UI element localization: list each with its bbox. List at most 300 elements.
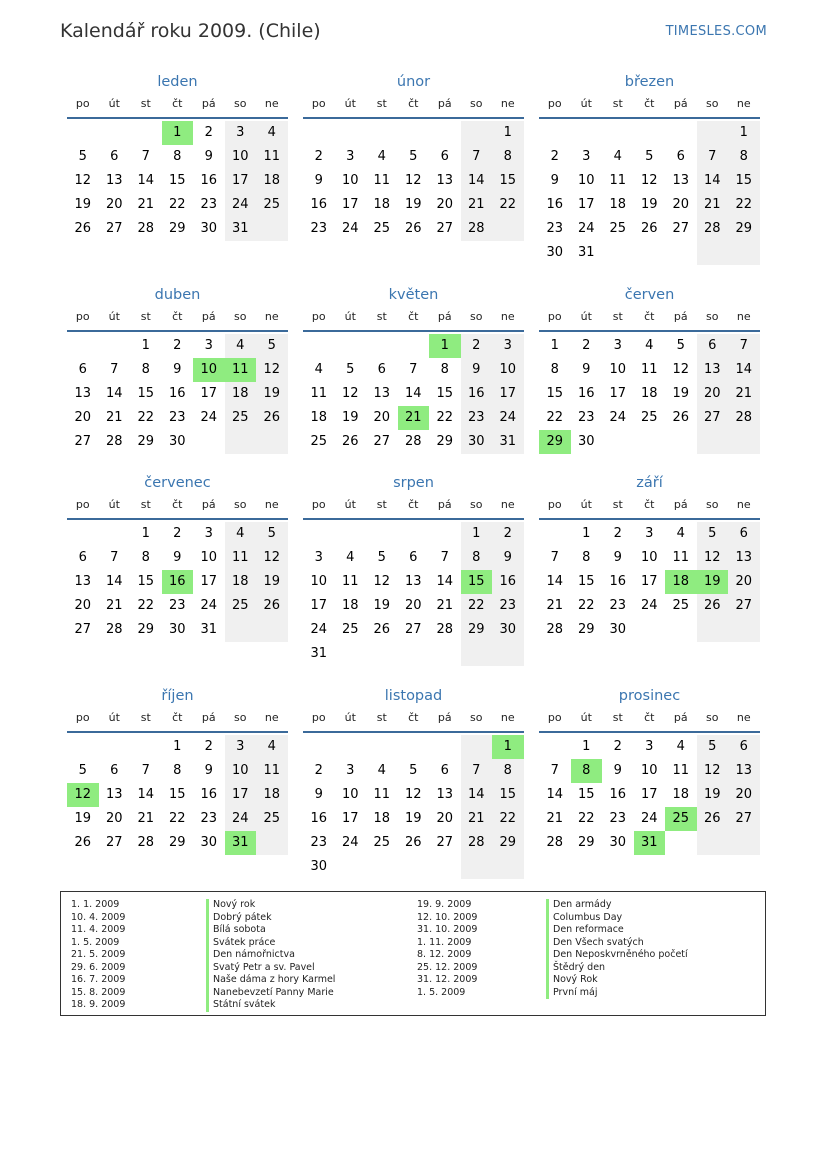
day-cell: 1 [173, 739, 182, 754]
day-cell: 17 [609, 386, 627, 401]
day-cell: 16 [577, 386, 595, 401]
day-cell: 25 [341, 622, 359, 637]
day-cell: 25 [256, 193, 288, 217]
weekday-label: út [344, 498, 356, 511]
day-cell: 29 [168, 835, 186, 850]
day-cell: 13 [74, 386, 92, 401]
day-empty [728, 430, 760, 454]
day-cell: 30 [609, 622, 627, 637]
day-empty [398, 642, 430, 666]
day-empty [665, 241, 697, 265]
weekday-label: čt [644, 97, 655, 110]
day-cell: 1 [492, 121, 524, 145]
weekday-label: ne [264, 97, 279, 110]
weekday-label: pá [673, 498, 688, 511]
day-empty [366, 121, 398, 145]
day-empty [67, 735, 99, 759]
month-name: červenec [144, 475, 211, 491]
day-cell: 14 [546, 787, 564, 802]
day-cell: 22 [137, 598, 155, 613]
day-cell: 28 [728, 406, 760, 430]
day-cell: 8 [141, 362, 150, 377]
day-cell: 8 [582, 550, 591, 565]
weekday-header [67, 93, 288, 119]
legend-date: 1. 5. 2009 [71, 936, 120, 948]
day-empty [366, 334, 398, 358]
legend-holiday-name: Columbus Day [546, 912, 688, 925]
day-empty [429, 735, 461, 759]
day-cell: 15 [577, 574, 595, 589]
day-grid [303, 735, 524, 879]
day-cell: 24 [577, 221, 595, 236]
day-empty [335, 334, 367, 358]
weekday-label: st [140, 97, 151, 110]
weekday-label: st [140, 711, 151, 724]
day-empty [67, 522, 99, 546]
month-name: prosinec [618, 688, 681, 704]
legend-date: 15. 8. 2009 [71, 986, 126, 998]
day-cell: 21 [728, 382, 760, 406]
day-cell: 22 [728, 193, 760, 217]
day-empty [461, 855, 493, 879]
day-cell: 17 [341, 197, 359, 212]
day-holiday: 11 [225, 358, 257, 382]
day-cell: 21 [137, 811, 155, 826]
day-empty [335, 522, 367, 546]
day-cell: 30 [168, 622, 186, 637]
day-cell: 26 [74, 835, 92, 850]
day-empty [398, 121, 430, 145]
legend-holiday-name: Státní svátek [206, 999, 335, 1012]
day-cell: 22 [546, 410, 564, 425]
legend-dates-col1 [71, 899, 125, 1012]
day-cell: 18 [225, 570, 257, 594]
weekday-label: čt [172, 310, 183, 323]
day-cell: 2 [314, 763, 323, 778]
day-cell: 3 [346, 763, 355, 778]
day-cell: 8 [492, 145, 524, 169]
weekday-header [67, 494, 288, 520]
day-cell: 18 [256, 783, 288, 807]
day-empty [461, 735, 493, 759]
month-3 [539, 72, 760, 265]
day-cell: 1 [141, 526, 150, 541]
day-cell: 15 [137, 574, 155, 589]
day-cell: 25 [373, 835, 391, 850]
weekday-label: pá [201, 498, 216, 511]
day-empty [398, 522, 430, 546]
day-cell: 12 [672, 362, 690, 377]
weekday-label: st [376, 498, 387, 511]
day-cell: 6 [377, 362, 386, 377]
weekday-label: st [612, 310, 623, 323]
day-cell: 22 [461, 594, 493, 618]
day-cell: 28 [546, 622, 564, 637]
legend-holiday-name: Den armády [546, 899, 688, 912]
day-cell: 29 [728, 217, 760, 241]
weekday-header [303, 93, 524, 119]
month-name: leden [157, 74, 198, 90]
day-holiday: 1 [492, 735, 524, 759]
day-empty [539, 121, 571, 145]
day-cell: 17 [225, 783, 257, 807]
day-cell: 13 [728, 759, 760, 783]
day-cell: 24 [609, 410, 627, 425]
day-cell: 21 [436, 598, 454, 613]
day-empty [697, 831, 729, 855]
day-cell: 13 [672, 173, 690, 188]
weekday-label: út [580, 310, 592, 323]
day-cell: 6 [110, 763, 119, 778]
day-empty [461, 121, 493, 145]
day-cell: 5 [676, 338, 685, 353]
month-9 [539, 473, 760, 642]
day-cell: 8 [461, 546, 493, 570]
day-cell: 29 [461, 618, 493, 642]
weekday-label: ne [264, 498, 279, 511]
day-cell: 12 [697, 759, 729, 783]
day-cell: 6 [440, 763, 449, 778]
weekday-label: st [376, 310, 387, 323]
day-cell: 2 [461, 334, 493, 358]
day-cell: 2 [492, 522, 524, 546]
day-cell: 15 [168, 173, 186, 188]
legend-holiday-name: Nový rok [206, 899, 335, 912]
day-grid [67, 735, 288, 855]
day-cell: 27 [74, 622, 92, 637]
day-cell: 10 [640, 763, 658, 778]
day-empty [366, 522, 398, 546]
day-cell: 22 [168, 811, 186, 826]
day-cell: 31 [577, 245, 595, 260]
day-cell: 15 [577, 787, 595, 802]
day-cell: 19 [341, 410, 359, 425]
day-cell: 5 [377, 550, 386, 565]
day-empty [665, 618, 697, 642]
day-cell: 8 [440, 362, 449, 377]
legend-date: 1. 11. 2009 [417, 936, 472, 948]
day-cell: 25 [256, 807, 288, 831]
day-cell: 10 [609, 362, 627, 377]
weekday-label: pá [673, 711, 688, 724]
day-empty [67, 334, 99, 358]
weekday-label: pá [437, 97, 452, 110]
day-cell: 23 [492, 594, 524, 618]
day-cell: 20 [105, 811, 123, 826]
day-cell: 19 [74, 197, 92, 212]
day-grid [303, 522, 524, 666]
weekday-label: ne [500, 711, 515, 724]
day-cell: 25 [225, 406, 257, 430]
day-cell: 22 [492, 193, 524, 217]
day-cell: 22 [577, 598, 595, 613]
day-cell: 19 [256, 570, 288, 594]
day-cell: 17 [492, 382, 524, 406]
day-cell: 3 [613, 338, 622, 353]
month-name: listopad [384, 688, 443, 704]
day-empty [225, 618, 257, 642]
day-cell: 15 [168, 787, 186, 802]
weekday-label: pá [201, 310, 216, 323]
day-cell: 27 [697, 406, 729, 430]
day-holiday: 31 [634, 831, 666, 855]
day-cell: 3 [314, 550, 323, 565]
legend-date: 12. 10. 2009 [417, 911, 478, 923]
day-cell: 2 [613, 739, 622, 754]
day-cell: 4 [256, 735, 288, 759]
day-empty [634, 618, 666, 642]
day-cell: 7 [461, 145, 493, 169]
weekday-label: po [311, 310, 326, 323]
weekday-label: ne [736, 97, 751, 110]
day-grid [539, 735, 760, 855]
day-cell: 26 [697, 594, 729, 618]
day-cell: 31 [310, 646, 328, 661]
day-cell: 28 [137, 835, 155, 850]
day-cell: 11 [609, 173, 627, 188]
day-cell: 3 [225, 735, 257, 759]
month-7 [67, 473, 288, 642]
day-holiday: 16 [162, 570, 194, 594]
day-cell: 30 [168, 434, 186, 449]
day-cell: 27 [436, 835, 454, 850]
day-cell: 9 [204, 149, 213, 164]
day-cell: 17 [341, 811, 359, 826]
day-empty [728, 618, 760, 642]
day-cell: 14 [461, 783, 493, 807]
site-link[interactable]: TIMESLES.COM [665, 24, 767, 39]
day-cell: 2 [550, 149, 559, 164]
day-cell: 20 [404, 598, 422, 613]
day-cell: 26 [404, 221, 422, 236]
day-cell: 19 [256, 382, 288, 406]
day-empty [697, 241, 729, 265]
legend-holiday-name: Nový Rok [546, 974, 688, 987]
day-cell: 4 [676, 739, 685, 754]
day-cell: 6 [78, 362, 87, 377]
day-cell: 28 [697, 217, 729, 241]
day-empty [697, 121, 729, 145]
day-cell: 17 [225, 169, 257, 193]
day-cell: 28 [404, 434, 422, 449]
day-cell: 17 [310, 598, 328, 613]
weekday-header [67, 707, 288, 733]
day-empty [256, 618, 288, 642]
day-cell: 9 [492, 546, 524, 570]
day-cell: 28 [461, 831, 493, 855]
weekday-label: čt [644, 711, 655, 724]
day-cell: 26 [697, 807, 729, 831]
day-cell: 12 [640, 173, 658, 188]
day-cell: 5 [256, 334, 288, 358]
day-holiday: 15 [461, 570, 493, 594]
weekday-label: út [580, 97, 592, 110]
day-empty [634, 241, 666, 265]
day-cell: 13 [105, 787, 123, 802]
day-cell: 21 [461, 807, 493, 831]
day-cell: 16 [492, 570, 524, 594]
weekday-header [303, 707, 524, 733]
day-cell: 27 [74, 434, 92, 449]
day-cell: 6 [728, 735, 760, 759]
day-cell: 7 [550, 763, 559, 778]
day-cell: 16 [168, 386, 186, 401]
day-cell: 13 [404, 574, 422, 589]
day-cell: 19 [74, 811, 92, 826]
day-cell: 1 [141, 338, 150, 353]
day-cell: 17 [200, 386, 218, 401]
day-cell: 14 [105, 386, 123, 401]
day-cell: 5 [409, 763, 418, 778]
day-cell: 30 [577, 434, 595, 449]
day-cell: 14 [137, 173, 155, 188]
day-cell: 1 [461, 522, 493, 546]
day-cell: 16 [461, 382, 493, 406]
day-cell: 16 [310, 811, 328, 826]
day-cell: 12 [256, 546, 288, 570]
day-cell: 26 [74, 221, 92, 236]
day-empty [303, 334, 335, 358]
day-cell: 8 [173, 763, 182, 778]
day-empty [429, 855, 461, 879]
month-5 [303, 285, 524, 454]
day-cell: 7 [728, 334, 760, 358]
day-empty [461, 642, 493, 666]
day-cell: 6 [409, 550, 418, 565]
day-cell: 15 [492, 783, 524, 807]
day-cell: 7 [550, 550, 559, 565]
day-cell: 5 [409, 149, 418, 164]
day-cell: 31 [492, 430, 524, 454]
day-cell: 20 [74, 598, 92, 613]
day-cell: 19 [404, 811, 422, 826]
day-cell: 13 [697, 358, 729, 382]
day-cell: 23 [310, 835, 328, 850]
day-cell: 18 [609, 197, 627, 212]
month-6 [539, 285, 760, 454]
day-empty [335, 855, 367, 879]
legend-date: 29. 6. 2009 [71, 961, 126, 973]
day-holiday: 12 [67, 783, 99, 807]
day-cell: 18 [373, 811, 391, 826]
month-name: srpen [393, 475, 434, 491]
day-cell: 16 [546, 197, 564, 212]
day-cell: 25 [373, 221, 391, 236]
day-cell: 23 [168, 410, 186, 425]
day-empty [492, 217, 524, 241]
legend-holiday-name: Štědrý den [546, 962, 688, 975]
weekday-label: st [376, 97, 387, 110]
day-empty [634, 430, 666, 454]
day-cell: 26 [373, 622, 391, 637]
day-empty [398, 855, 430, 879]
day-cell: 24 [640, 598, 658, 613]
weekday-label: ne [736, 310, 751, 323]
day-cell: 22 [492, 807, 524, 831]
day-cell: 23 [609, 598, 627, 613]
day-empty [130, 735, 162, 759]
day-cell: 27 [728, 594, 760, 618]
day-empty [366, 855, 398, 879]
day-cell: 20 [373, 410, 391, 425]
weekday-label: po [547, 97, 562, 110]
day-cell: 28 [461, 217, 493, 241]
legend-date: 31. 10. 2009 [417, 924, 478, 935]
day-cell: 21 [546, 598, 564, 613]
day-cell: 4 [645, 338, 654, 353]
day-cell: 8 [141, 550, 150, 565]
day-cell: 28 [436, 622, 454, 637]
day-empty [303, 522, 335, 546]
day-empty [728, 241, 760, 265]
day-cell: 15 [436, 386, 454, 401]
legend-holiday-name: Dobrý pátek [206, 912, 335, 925]
day-cell: 20 [672, 197, 690, 212]
day-cell: 14 [105, 574, 123, 589]
day-holiday: 31 [225, 831, 257, 855]
day-empty [398, 334, 430, 358]
day-cell: 4 [346, 550, 355, 565]
day-cell: 14 [546, 574, 564, 589]
day-cell: 19 [672, 386, 690, 401]
weekday-label: po [311, 97, 326, 110]
weekday-header [303, 494, 524, 520]
day-empty [67, 121, 99, 145]
day-empty [429, 121, 461, 145]
day-cell: 14 [697, 169, 729, 193]
day-cell: 8 [173, 149, 182, 164]
day-grid [67, 121, 288, 241]
day-cell: 20 [436, 197, 454, 212]
legend-holiday-name: Bílá sobota [206, 924, 335, 937]
day-cell: 26 [341, 434, 359, 449]
legend-date: 19. 9. 2009 [417, 899, 472, 910]
day-cell: 23 [200, 197, 218, 212]
day-cell: 22 [168, 197, 186, 212]
day-cell: 20 [697, 382, 729, 406]
day-empty [665, 121, 697, 145]
weekday-label: ne [500, 97, 515, 110]
day-cell: 6 [440, 149, 449, 164]
day-cell: 1 [550, 338, 559, 353]
day-cell: 11 [225, 546, 257, 570]
day-cell: 17 [640, 787, 658, 802]
day-cell: 28 [546, 835, 564, 850]
day-cell: 5 [346, 362, 355, 377]
weekday-label: ne [736, 498, 751, 511]
day-cell: 1 [582, 739, 591, 754]
weekday-label: pá [673, 97, 688, 110]
day-cell: 19 [697, 783, 729, 807]
weekday-header [539, 494, 760, 520]
day-cell: 31 [200, 622, 218, 637]
day-cell: 4 [225, 522, 257, 546]
day-cell: 17 [577, 197, 595, 212]
day-cell: 19 [404, 197, 422, 212]
weekday-label: so [706, 498, 719, 511]
day-cell: 18 [341, 598, 359, 613]
day-cell: 10 [341, 173, 359, 188]
day-empty [99, 334, 131, 358]
weekday-label: po [547, 711, 562, 724]
day-cell: 27 [436, 221, 454, 236]
day-cell: 22 [577, 811, 595, 826]
day-cell: 11 [256, 759, 288, 783]
month-name: červen [624, 287, 675, 303]
day-cell: 21 [546, 811, 564, 826]
legend-date: 1. 1. 2009 [71, 899, 120, 910]
day-cell: 20 [74, 410, 92, 425]
